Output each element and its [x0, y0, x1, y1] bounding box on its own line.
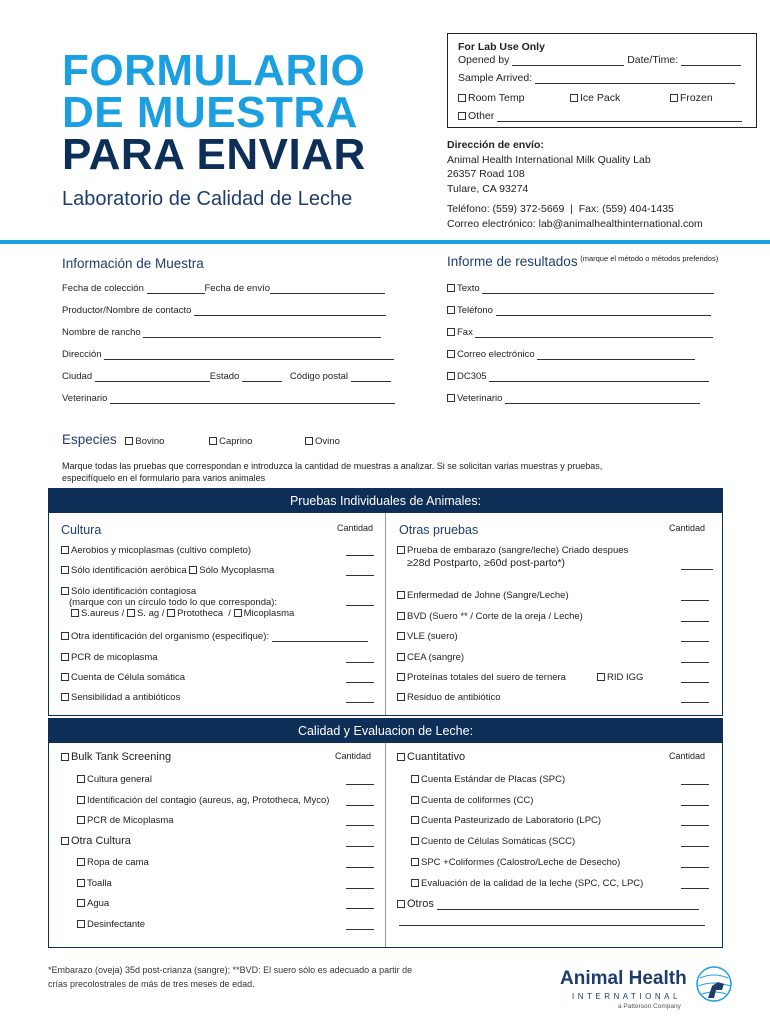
scc-checkbox[interactable] [61, 673, 69, 681]
quant-quantity-header: Cantidad [669, 751, 706, 761]
coliform-checkbox[interactable] [411, 796, 419, 804]
towel-checkbox[interactable] [77, 879, 85, 887]
bedding-checkbox[interactable] [77, 858, 85, 866]
spc-coliform-label: SPC +Coliformes (Calostro/Leche de Desecho) [421, 857, 621, 868]
result-dc305-field[interactable] [489, 372, 709, 382]
prototheca-checkbox[interactable] [167, 609, 175, 617]
collection-date-field[interactable] [147, 284, 205, 294]
spc-label: Cuenta Estándar de Placas (SPC) [421, 774, 566, 785]
instructions-line2: especifíquelo en el formulario para varios animales [62, 473, 266, 483]
qty-antibiotic-sens[interactable] [346, 694, 374, 703]
producer-label: Productor/Nombre de contacto [62, 305, 192, 316]
scc-label: Cuenta de Célula somática [71, 672, 186, 683]
coliform-label: Cuenta de coliformes (CC) [421, 795, 534, 806]
result-vet-label: Veterinario [457, 393, 503, 404]
globe-horse-icon [694, 964, 734, 1004]
zip-field[interactable] [351, 372, 391, 382]
company-logo [560, 966, 740, 1016]
myco-only-label: Sólo Mycoplasma [199, 565, 275, 576]
pcr-micoplasma-checkbox[interactable] [77, 816, 85, 824]
result-phone-label: Teléfono [457, 305, 493, 316]
result-dc305-label: DC305 [457, 371, 487, 382]
vle-label: VLE (suero) [407, 631, 458, 642]
other-quantity-header: Cantidad [669, 523, 706, 533]
otros-checkbox[interactable] [397, 900, 405, 908]
qty-contagious[interactable] [346, 597, 374, 606]
qty-general-culture[interactable] [346, 776, 374, 785]
spc-checkbox[interactable] [411, 775, 419, 783]
rid-igg-checkbox[interactable] [597, 673, 605, 681]
milk-eval-checkbox[interactable] [411, 879, 419, 887]
zip-label: Código postal [289, 371, 348, 382]
result-email-field[interactable] [537, 350, 695, 360]
shipping-line2: 26357 Road 108 [447, 168, 525, 180]
instructions-line1: Marque todas las pruebas que correspondan e introduzca la cantidad de muestras a analizar. Si se solicitan varias muestras y pruebas, [62, 461, 603, 471]
otros-label: Otros [407, 898, 434, 910]
pcr-myco-checkbox[interactable] [61, 653, 69, 661]
ship-date-field[interactable] [270, 284, 385, 294]
frozen-label: Frozen [680, 92, 713, 104]
caprine-checkbox[interactable] [209, 437, 217, 445]
rid-igg-label: RID IGG [607, 672, 644, 683]
shipping-line1: Animal Health International Milk Quality Lab [447, 153, 651, 166]
qty-johne[interactable] [681, 592, 709, 601]
serum-protein-checkbox[interactable] [397, 673, 405, 681]
ovine-label: Ovino [315, 436, 340, 447]
milk-quality-band: Calidad y Evaluacion de Leche: [49, 719, 722, 743]
lab-use-box [447, 33, 757, 128]
qty-pregnancy[interactable] [681, 561, 713, 570]
result-fax-checkbox[interactable] [447, 328, 455, 336]
bovine-label: Bovino [135, 436, 165, 447]
otros-field[interactable] [437, 900, 699, 910]
prototheca-label: Prototheca [177, 608, 224, 619]
result-phone-field[interactable] [496, 306, 711, 316]
johne-checkbox[interactable] [397, 591, 405, 599]
divider-bar [0, 240, 770, 244]
ship-date-label: Fecha de envío [204, 283, 270, 294]
culture-heading: Cultura [61, 523, 102, 537]
qty-spc-coliform[interactable] [681, 859, 709, 868]
general-culture-label: Cultura general [87, 774, 152, 785]
caprine-label: Caprino [219, 436, 253, 447]
qty-milk-eval[interactable] [681, 880, 709, 889]
pcr-myco-label: PCR de micoplasma [71, 652, 158, 663]
result-vet-checkbox[interactable] [447, 394, 455, 402]
qty-water[interactable] [346, 900, 374, 909]
sample-arrived-field[interactable] [535, 74, 735, 84]
qty-scc[interactable] [346, 674, 374, 683]
shipping-phone: Teléfono: (559) 372-5669 [447, 203, 565, 215]
result-fax-label: Fax [457, 327, 473, 338]
cea-label: CEA (sangre) [407, 652, 465, 663]
bulk-tank-label: Bulk Tank Screening [71, 751, 172, 763]
other-field[interactable] [497, 112, 742, 122]
water-checkbox[interactable] [77, 899, 85, 907]
antibiotic-residue-label: Residuo de antibiótico [407, 692, 501, 703]
room-temp-label: Room Temp [468, 92, 525, 104]
sag-label: S. ag / [136, 608, 165, 619]
shipping-line3: Tulare, CA 93274 [447, 182, 529, 195]
sample-info-heading: Información de Muestra [62, 256, 204, 271]
producer-field[interactable] [194, 306, 386, 316]
contagious-note: (marque con un círculo todo lo que corresponda): [69, 597, 278, 608]
lpc-checkbox[interactable] [411, 816, 419, 824]
qty-coliform[interactable] [681, 797, 709, 806]
milk-quality-section [48, 718, 723, 948]
other-organism-checkbox[interactable] [61, 632, 69, 640]
other-organism-label: Otra identificación del organismo (especifique): [71, 631, 270, 642]
sag-checkbox[interactable] [127, 609, 135, 617]
other-tests-heading: Otras pruebas [399, 523, 479, 537]
bedding-label: Ropa de cama [87, 857, 149, 868]
qty-scc-count[interactable] [681, 838, 709, 847]
form-title-line1: FORMULARIO [62, 46, 366, 95]
result-text-checkbox[interactable] [447, 284, 455, 292]
date-time-field[interactable] [681, 56, 741, 66]
qty-serum-protein[interactable] [681, 674, 709, 683]
ranch-field[interactable] [143, 328, 381, 338]
logo-brand: Animal Health [560, 968, 687, 989]
aerobic-checkbox[interactable] [61, 546, 69, 554]
shipping-fax: Fax: (559) 404-1435 [578, 203, 674, 215]
result-text-label: Texto [457, 283, 480, 294]
otros-field-2[interactable] [399, 916, 705, 926]
qty-aerobic[interactable] [346, 547, 374, 556]
ovine-checkbox[interactable] [305, 437, 313, 445]
other-organism-field[interactable] [272, 633, 368, 642]
antibiotic-sens-checkbox[interactable] [61, 693, 69, 701]
general-culture-checkbox[interactable] [77, 775, 85, 783]
result-email-checkbox[interactable] [447, 350, 455, 358]
aerobic-only-checkbox[interactable] [61, 566, 69, 574]
frozen-checkbox[interactable] [670, 94, 678, 102]
result-email-label: Correo electrónico [457, 349, 535, 360]
results-note: (marque el método o métodos preferidos) [580, 254, 719, 263]
vet-label: Veterinario [62, 393, 108, 404]
other-culture-checkbox[interactable] [61, 837, 69, 845]
disinfectant-label: Desinfectante [87, 919, 146, 930]
qty-vle[interactable] [681, 633, 709, 642]
pregnancy-label: Prueba de embarazo (sangre/leche) Criado despues [407, 545, 629, 556]
qty-contagion-id[interactable] [346, 797, 374, 806]
qty-towel[interactable] [346, 880, 374, 889]
address-label: Dirección [62, 349, 102, 360]
myco-only-checkbox[interactable] [189, 566, 197, 574]
other-label: Other [468, 110, 495, 122]
qty-lpc[interactable] [681, 817, 709, 826]
other-culture-label: Otra Cultura [71, 835, 131, 847]
opened-by-field[interactable] [512, 56, 624, 66]
qty-aerobic-only[interactable] [346, 567, 374, 576]
towel-label: Toalla [87, 878, 112, 889]
state-field[interactable] [242, 372, 282, 382]
antibiotic-sens-label: Sensibilidad a antibióticos [71, 692, 181, 703]
saureus-checkbox[interactable] [71, 609, 79, 617]
qty-bvd[interactable] [681, 613, 709, 622]
opened-by-label: Opened by [458, 54, 510, 66]
pregnancy-note: ≥28d Postparto, ≥60d post-parto*) [407, 557, 566, 569]
aerobic-label: Aerobios y micoplasmas (cultivo completo) [71, 545, 252, 556]
johne-label: Enfermedad de Johne (Sangre/Leche) [407, 590, 569, 601]
qty-pcr-micoplasma[interactable] [346, 817, 374, 826]
city-field[interactable] [95, 372, 210, 382]
milk-eval-label: Evaluación de la calidad de la leche (SPC, CC, LPC) [421, 878, 644, 889]
form-title-line2: DE MUESTRA [62, 88, 358, 137]
qty-cea[interactable] [681, 654, 709, 663]
pregnancy-checkbox[interactable] [397, 546, 405, 554]
bvd-checkbox[interactable] [397, 612, 405, 620]
vet-field[interactable] [110, 394, 395, 404]
results-heading: Informe de resultados [447, 254, 578, 269]
form-subtitle: Laboratorio de Calidad de Leche [62, 188, 353, 210]
result-dc305-checkbox[interactable] [447, 372, 455, 380]
shipping-heading: Dirección de envío: [447, 139, 544, 151]
culture-quantity-header: Cantidad [337, 523, 374, 533]
address-field[interactable] [104, 350, 394, 360]
collection-date-label: Fecha de colección [62, 283, 144, 294]
qty-pcr-myco[interactable] [346, 654, 374, 663]
bulk-quantity-header: Cantidad [335, 751, 372, 761]
qty-antibiotic-residue[interactable] [681, 694, 709, 703]
room-temp-checkbox[interactable] [458, 94, 466, 102]
scc-count-checkbox[interactable] [411, 837, 419, 845]
qty-bedding[interactable] [346, 859, 374, 868]
contagion-id-checkbox[interactable] [77, 796, 85, 804]
lab-use-heading: For Lab Use Only [458, 41, 545, 53]
state-label: Estado [209, 371, 240, 382]
lpc-label: Cuenta Pasteurizado de Laboratorio (LPC) [421, 815, 602, 826]
result-text-field[interactable] [482, 284, 714, 294]
footnote [48, 963, 412, 991]
bulk-tank-checkbox[interactable] [61, 753, 69, 761]
individual-tests-section: Pruebas Individuales de Animales: Cultura Cantidad Otras pruebas Cantidad Aerobios y micoplasmas (cultivo completo) Sólo identificación aeróbica Sólo Mycoplasma Sólo identificación contagiosa (marque con un círculo todo lo que corresponda): S.aureus / S. ag / Prototheca / Micoplasma Otra identificación del organismo (especifique): PCR de micoplasma Cuenta de Célula somática Sensibilidad a antibióticos Prueba de embarazo (sangre/leche) Criado despues ≥28d Postparto, ≥60d post-parto*) Enfermedad de Johne (Sangre/Leche) BVD (Suero ** / Corte de la oreja / Leche) VLE (suero) CEA (sangre) Proteínas totales del suero de ternera RID IGG Residuo de antibiótico [48, 488, 723, 716]
contagious-checkbox[interactable] [61, 587, 69, 595]
bovine-checkbox[interactable] [125, 437, 133, 445]
result-vet-field[interactable] [505, 394, 700, 404]
scc-count-label: Cuento de Células Somáticas (SCC) [421, 836, 576, 847]
cea-checkbox[interactable] [397, 653, 405, 661]
saureus-label: S.aureus / [81, 608, 125, 619]
antibiotic-residue-checkbox[interactable] [397, 693, 405, 701]
shipping-info: Dirección de envío: Animal Health International Milk Quality Lab 26357 Road 108 Tulare, CA 93274 Teléfono: (559) 372-5669 | Fax: (559) 404-1435 Correo electrónico: lab@animalhealthinternational.com [447, 139, 703, 230]
footnote-line1: *Embarazo (oveja) 35d post-crianza (sangre); **BVD: El suero sólo es adecuado a partir de [48, 965, 413, 975]
result-phone-checkbox[interactable] [447, 306, 455, 314]
pcr-micoplasma-label: PCR de Micoplasma [87, 815, 174, 826]
ice-pack-checkbox[interactable] [570, 94, 578, 102]
individual-tests-band: Pruebas Individuales de Animales: [49, 489, 722, 513]
disinfectant-checkbox[interactable] [77, 920, 85, 928]
ranch-label: Nombre de rancho [62, 327, 141, 338]
aerobic-only-label: Sólo identificación aeróbica [71, 565, 187, 576]
date-time-label: Date/Time: [627, 54, 679, 66]
contagion-id-label: Identificación del contagio (aureus, ag, Prototheca, Myco) [87, 795, 330, 806]
sample-arrived-label: Sample Arrived: [458, 72, 533, 84]
city-label: Ciudad [62, 371, 93, 382]
form-title-line3: PARA ENVIAR [62, 130, 366, 179]
footnote-line2: crías precolostrales de más de tres meses de edad. [48, 979, 255, 989]
contagious-label: Sólo identificación contagiosa [71, 586, 197, 597]
other-checkbox[interactable] [458, 112, 466, 120]
result-fax-field[interactable] [475, 328, 713, 338]
ice-pack-label: Ice Pack [580, 92, 621, 104]
quantitative-checkbox[interactable] [397, 753, 405, 761]
logo-company: a Patterson Company [618, 1003, 681, 1010]
qty-disinfectant[interactable] [346, 921, 374, 930]
serum-protein-label: Proteínas totales del suero de ternera [407, 672, 566, 683]
micoplasma-checkbox[interactable] [234, 609, 242, 617]
micoplasma-label: Micoplasma [243, 608, 295, 619]
water-label: Agua [87, 898, 110, 909]
spc-coliform-checkbox[interactable] [411, 858, 419, 866]
species-heading: Especies [62, 432, 117, 447]
qty-other-culture[interactable] [346, 838, 374, 847]
vle-checkbox[interactable] [397, 632, 405, 640]
qty-spc[interactable] [681, 776, 709, 785]
shipping-email: Correo electrónico: lab@animalhealthinternational.com [447, 217, 703, 230]
bvd-label: BVD (Suero ** / Corte de la oreja / Leche) [407, 611, 583, 622]
quantitative-label: Cuantitativo [407, 751, 466, 763]
logo-sub: INTERNATIONAL [572, 992, 681, 1001]
